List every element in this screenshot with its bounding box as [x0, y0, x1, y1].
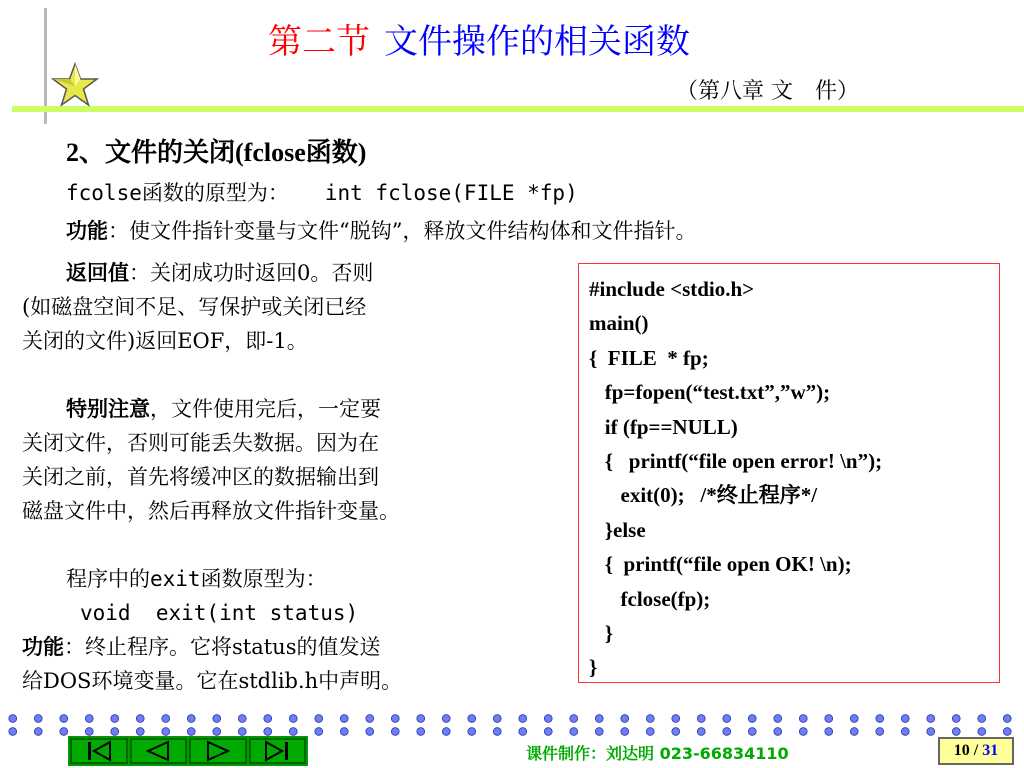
return-text-1: ：关闭成功时返回0。否则 — [129, 261, 374, 285]
exit-func-line-1 — [22, 630, 380, 664]
exit-func-line-2: 给DOS环境变量。它在stdlib.h中声明。 — [22, 669, 403, 693]
code-line: }else — [589, 517, 646, 542]
return-line-3: 关闭的文件)返回EOF，即-1。 — [22, 329, 308, 353]
prototype-code: int fclose(FILE *fp) — [324, 181, 578, 205]
last-page-icon — [262, 740, 292, 762]
title-topic: 文件操作的相关函数 — [384, 22, 690, 62]
note-line-1 — [66, 392, 381, 426]
code-line: { printf(“file open OK! \n); — [589, 552, 852, 577]
star-icon — [51, 62, 99, 108]
exit-func-label: 功能 — [22, 634, 64, 659]
return-line-2: (如磁盘空间不足、写保护或关闭已经 — [22, 295, 367, 319]
exit-func-text-1: ：终止程序。它将status的值发送 — [64, 635, 381, 659]
page-total: 31 — [982, 742, 999, 759]
exit-prototype: void exit(int status) — [80, 601, 359, 625]
previous-page-icon — [143, 740, 173, 762]
title-section: 第二节 — [268, 22, 370, 62]
code-line: } — [589, 655, 598, 680]
page-title — [268, 14, 690, 63]
decorative-dot-band — [0, 712, 1024, 738]
exit-intro-1: 程序中的 — [66, 567, 150, 591]
note-text-1: ，文件使用完后，一定要 — [150, 397, 381, 421]
code-line: fp=fopen(“test.txt”,”w”); — [589, 380, 831, 405]
last-page-button[interactable] — [249, 738, 307, 764]
exit-intro-line — [66, 562, 327, 596]
exit-intro-code: exit — [150, 567, 201, 591]
code-line: main() — [589, 311, 649, 336]
decorative-horizontal-bar — [12, 106, 1024, 112]
function-description — [66, 214, 696, 248]
next-page-icon — [203, 740, 233, 762]
function-text: ：使文件指针变量与文件“脱钩”，释放文件结构体和文件指针。 — [108, 219, 697, 243]
code-line: exit(0); /*终止程序*/ — [589, 483, 818, 508]
note-label: 特别注意 — [66, 396, 150, 421]
page-indicator — [938, 737, 1014, 765]
note-line-2: 关闭文件，否则可能丢失数据。因为在 — [22, 431, 379, 455]
code-example-box — [578, 263, 1000, 683]
slide-navigation — [68, 736, 308, 766]
first-page-icon — [84, 740, 114, 762]
code-line: { printf(“file open error! \n”); — [589, 448, 883, 473]
code-line: } — [589, 620, 614, 645]
prototype-line — [66, 176, 578, 210]
note-line-3: 关闭之前，首先将缓冲区的数据输出到 — [22, 465, 379, 489]
exit-intro-2: 函数原型为： — [200, 567, 327, 591]
code-line: { FILE * fp; — [589, 345, 709, 370]
code-line: fclose(fp); — [589, 586, 711, 611]
code-line: if (fp==NULL) — [589, 414, 738, 439]
chapter-subtitle: （第八章 文 件） — [676, 79, 859, 104]
author-credit: 课件制作：刘达明 023-66834110 — [526, 744, 789, 763]
section-heading: 2、文件的关闭(fclose函数) — [66, 138, 367, 167]
return-label: 返回值 — [66, 260, 129, 285]
first-page-button[interactable] — [70, 738, 128, 764]
note-line-4: 磁盘文件中，然后再释放文件指针变量。 — [22, 499, 400, 523]
return-line-1 — [66, 256, 373, 290]
page-current: 10 / — [953, 742, 979, 759]
next-page-button[interactable] — [189, 738, 247, 764]
function-label: 功能 — [66, 218, 108, 243]
prototype-prefix: fcolse函数的原型为： — [66, 181, 289, 205]
previous-page-button[interactable] — [130, 738, 188, 764]
code-line: #include <stdio.h> — [589, 277, 755, 301]
